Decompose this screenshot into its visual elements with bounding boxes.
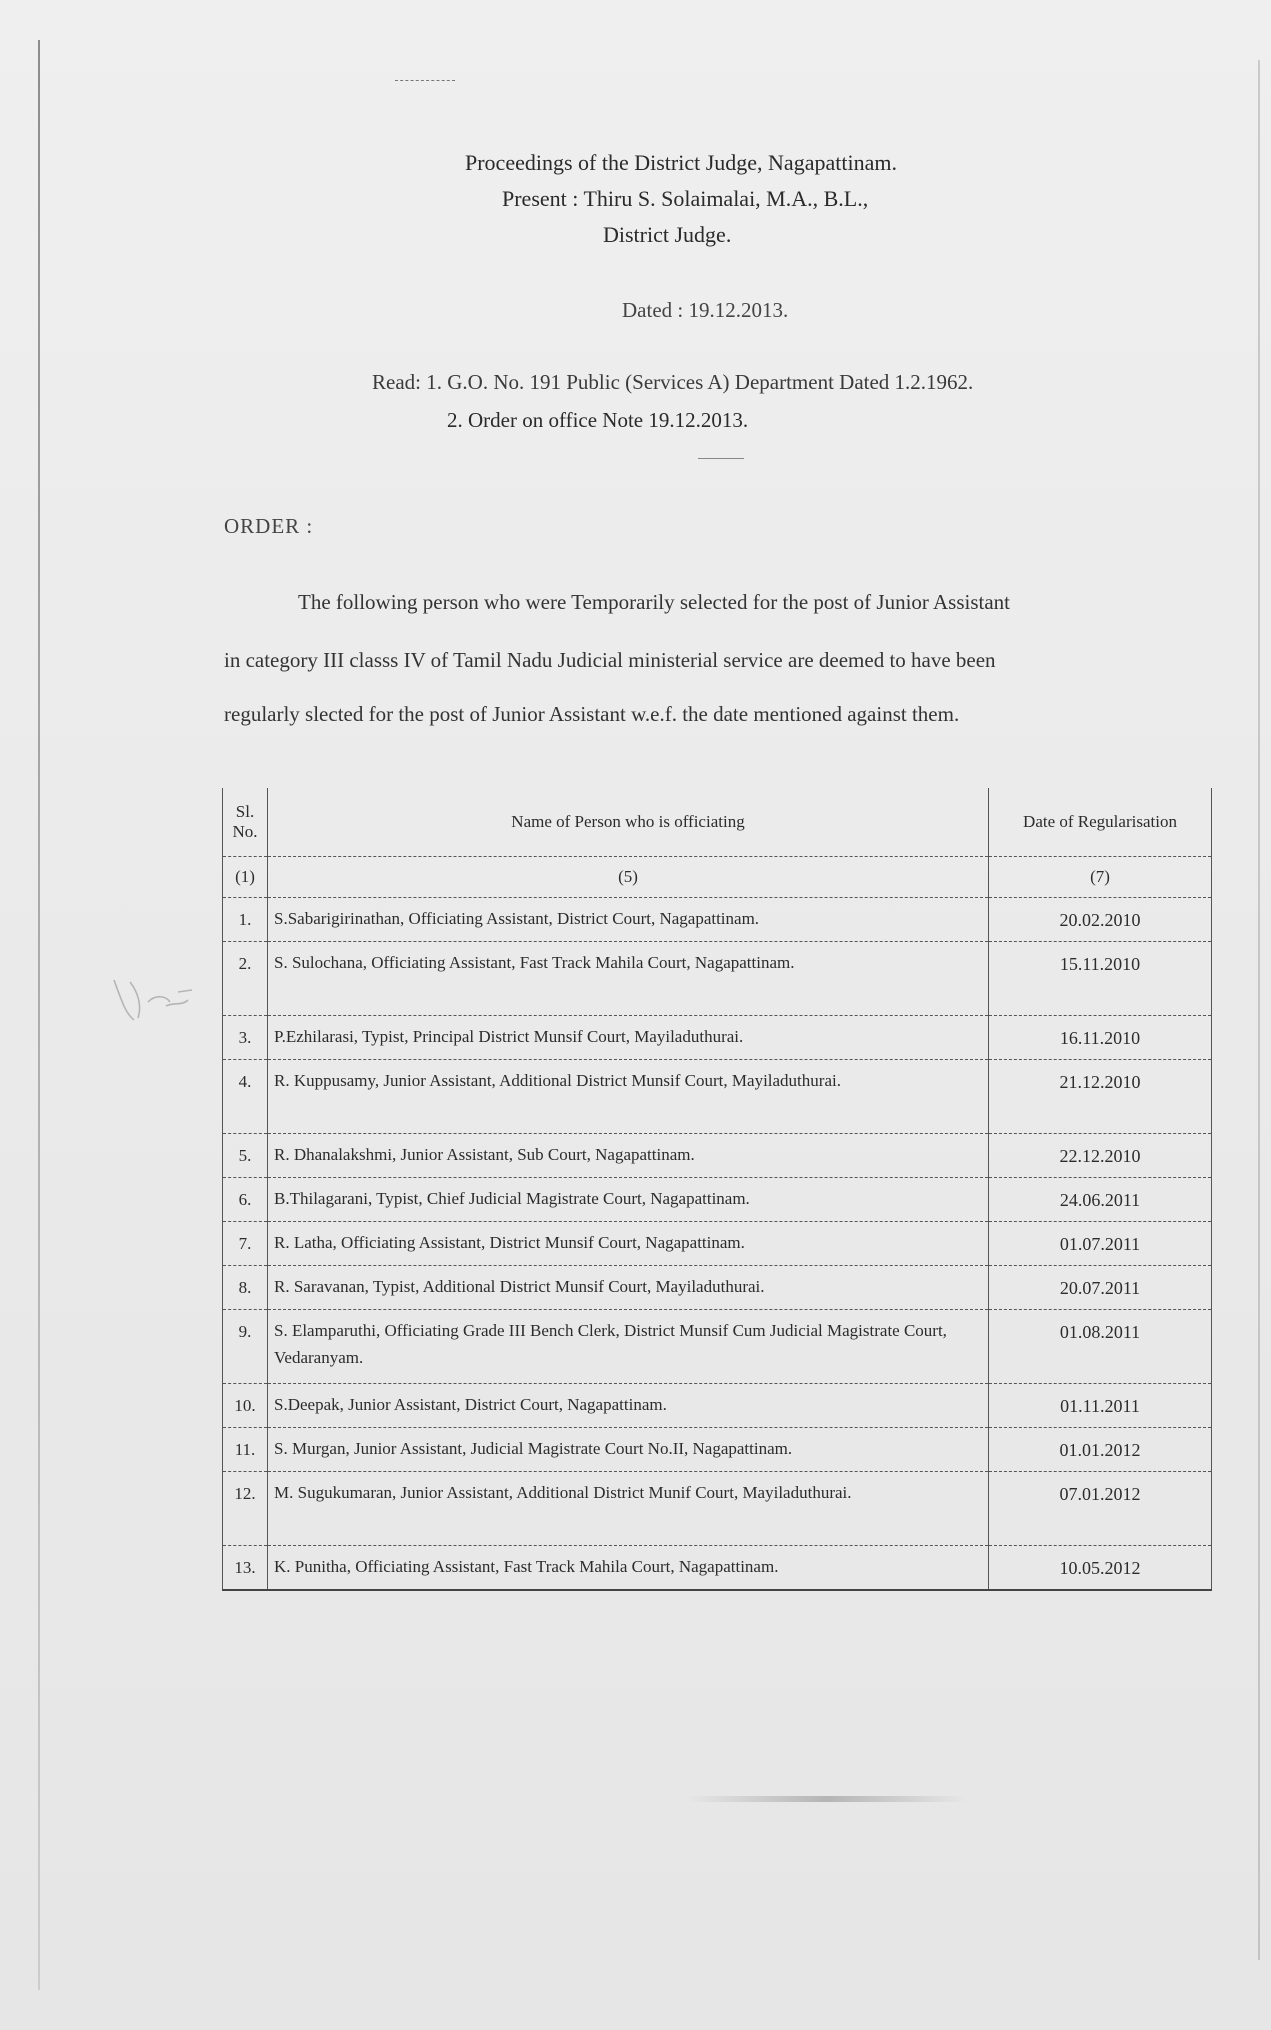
row-sl-no: 5. [223,1134,268,1178]
designation: District Judge. [603,222,732,247]
row-person-name: S. Elamparuthi, Officiating Grade III Bench Clerk, District Munsif Cum Judicial Magistrate Court, Vedaranyam. [268,1310,989,1384]
row-sl-no: 2. [223,942,268,1016]
table-row [223,942,1212,1016]
row-person-name: R. Latha, Officiating Assistant, District Munsif Court, Nagapattinam. [268,1222,989,1266]
table-index-row [223,857,1212,898]
row-regularisation-date: 20.02.2010 [989,898,1212,942]
reference-read-2: 2. Order on office Note 19.12.2013. [447,408,749,432]
row-person-name: S.Sabarigirinathan, Officiating Assistant, District Court, Nagapattinam. [268,898,989,942]
order-date: Dated : 19.12.2013. [622,298,789,322]
table-row [223,1060,1212,1134]
reference-read-1: Read: 1. G.O. No. 191 Public (Services A) Department Dated 1.2.1962. [372,370,974,394]
table-row [223,1310,1212,1384]
regularisation-table [222,788,1212,1591]
row-regularisation-date: 10.05.2012 [989,1546,1212,1590]
table-row [223,1384,1212,1428]
row-person-name: S. Sulochana, Officiating Assistant, Fast Track Mahila Court, Nagapattinam. [268,942,989,1016]
order-paragraph-line-1: The following person who were Temporarily selected for the post of Junior Assistant [298,590,1010,614]
row-regularisation-date: 01.01.2012 [989,1428,1212,1472]
row-sl-no: 9. [223,1310,268,1384]
row-regularisation-date: 01.08.2011 [989,1310,1212,1384]
row-sl-no: 3. [223,1016,268,1060]
row-regularisation-date: 22.12.2010 [989,1134,1212,1178]
table-row [223,1428,1212,1472]
row-regularisation-date: 07.01.2012 [989,1472,1212,1546]
row-regularisation-date: 21.12.2010 [989,1060,1212,1134]
table-row [223,1178,1212,1222]
scan-shadow-left [38,40,40,1990]
row-person-name: P.Ezhilarasi, Typist, Principal District Munsif Court, Mayiladuthurai. [268,1016,989,1060]
table-row [223,1222,1212,1266]
row-sl-no: 6. [223,1178,268,1222]
row-person-name: S.Deepak, Junior Assistant, District Court, Nagapattinam. [268,1384,989,1428]
table-header-row [223,788,1212,857]
scan-smudge [687,1796,967,1802]
row-regularisation-date: 20.07.2011 [989,1266,1212,1310]
row-sl-no: 7. [223,1222,268,1266]
row-sl-no: 8. [223,1266,268,1310]
row-regularisation-date: 15.11.2010 [989,942,1212,1016]
row-sl-no: 10. [223,1384,268,1428]
row-person-name: M. Sugukumaran, Junior Assistant, Additional District Munif Court, Mayiladuthurai. [268,1472,989,1546]
court-title: Proceedings of the District Judge, Nagapattinam. [465,150,897,175]
row-sl-no: 4. [223,1060,268,1134]
row-sl-no: 12. [223,1472,268,1546]
row-person-name: R. Dhanalakshmi, Junior Assistant, Sub Court, Nagapattinam. [268,1134,989,1178]
table-row [223,1546,1212,1590]
row-person-name: R. Kuppusamy, Junior Assistant, Additional District Munsif Court, Mayiladuthurai. [268,1060,989,1134]
initials-mark [108,962,200,1032]
row-regularisation-date: 01.07.2011 [989,1222,1212,1266]
header-sl-no: Sl. No. [223,788,268,857]
index-name: (5) [268,857,989,898]
scan-shadow-right [1258,60,1260,1960]
order-heading: ORDER : [224,514,314,538]
divider [698,458,744,459]
row-sl-no: 13. [223,1546,268,1590]
row-sl-no: 11. [223,1428,268,1472]
order-paragraph-line-3: regularly slected for the post of Junior Assistant w.e.f. the date mentioned against them. [224,702,960,726]
table-row [223,1134,1212,1178]
index-date: (7) [989,857,1212,898]
row-person-name: K. Punitha, Officiating Assistant, Fast Track Mahila Court, Nagapattinam. [268,1546,989,1590]
table-row [223,1266,1212,1310]
row-person-name: R. Saravanan, Typist, Additional District Munsif Court, Mayiladuthurai. [268,1266,989,1310]
row-regularisation-date: 16.11.2010 [989,1016,1212,1060]
table-row [223,898,1212,942]
row-person-name: B.Thilagarani, Typist, Chief Judicial Magistrate Court, Nagapattinam. [268,1178,989,1222]
row-regularisation-date: 24.06.2011 [989,1178,1212,1222]
index-sl: (1) [223,857,268,898]
table-row [223,1472,1212,1546]
row-person-name: S. Murgan, Junior Assistant, Judicial Magistrate Court No.II, Nagapattinam. [268,1428,989,1472]
presiding-officer: Present : Thiru S. Solaimalai, M.A., B.L., [502,186,869,211]
row-regularisation-date: 01.11.2011 [989,1384,1212,1428]
header-name: Name of Person who is officiating [268,788,989,857]
row-sl-no: 1. [223,898,268,942]
order-paragraph-line-2: in category III classs IV of Tamil Nadu Judicial ministerial service are deemed to have been [224,648,996,672]
top-dash-mark [395,80,455,82]
table-row [223,1016,1212,1060]
header-date: Date of Regularisation [989,788,1212,857]
